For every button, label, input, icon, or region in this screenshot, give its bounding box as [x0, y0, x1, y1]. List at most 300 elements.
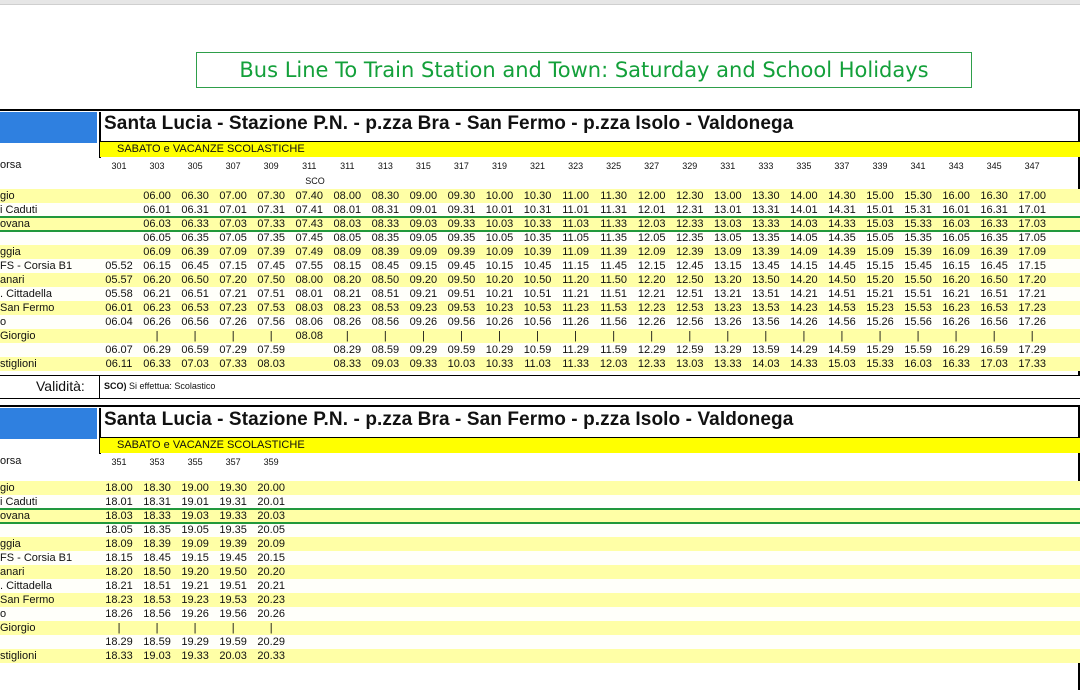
time-cell: 20.03 — [257, 510, 285, 522]
time-cell: 13.39 — [752, 246, 780, 258]
table-row — [0, 203, 1080, 217]
time-cell: | — [155, 622, 159, 634]
time-cell: 09.20 — [409, 274, 438, 286]
time-cell: 15.53 — [904, 302, 932, 314]
time-cell: 11.09 — [562, 246, 589, 258]
time-cell: 12.21 — [637, 288, 666, 300]
service-label: SABATO e VACANZE SCOLASTICHE — [117, 439, 305, 451]
time-cell: 09.33 — [409, 358, 438, 370]
time-cell: 11.59 — [600, 344, 627, 356]
time-cell: 15.01 — [866, 204, 894, 216]
stop-name: anari — [0, 566, 25, 578]
stop-name: gio — [0, 190, 15, 202]
time-cell: 13.59 — [752, 344, 780, 356]
time-cell: 08.33 — [333, 358, 362, 370]
time-cell: 18.30 — [143, 482, 171, 494]
time-cell: 11.30 — [600, 190, 627, 202]
time-cell: 17.15 — [1018, 260, 1046, 272]
time-cell: 07.01 — [219, 204, 247, 216]
time-cell: 18.20 — [105, 566, 133, 578]
time-cell: 19.39 — [219, 538, 247, 550]
time-cell: | — [383, 330, 387, 342]
time-cell: 18.53 — [143, 594, 171, 606]
table-row — [0, 537, 1080, 551]
trip-number: 323 — [568, 161, 584, 171]
time-cell: 08.08 — [295, 330, 324, 342]
time-cell: | — [117, 622, 121, 634]
time-cell: | — [193, 622, 197, 634]
time-cell: 16.59 — [980, 344, 1008, 356]
time-cell: 16.45 — [980, 260, 1008, 272]
time-cell: 07.33 — [219, 358, 247, 370]
time-cell: 16.26 — [942, 316, 970, 328]
time-cell: 06.11 — [105, 358, 133, 370]
time-cell: 12.56 — [675, 316, 704, 328]
time-cell: 10.29 — [485, 344, 514, 356]
time-cell: 20.23 — [257, 594, 285, 606]
stop-name: ggia — [0, 538, 21, 550]
time-cell: 16.23 — [942, 302, 970, 314]
time-cell: 14.39 — [828, 246, 856, 258]
stop-name: anari — [0, 274, 25, 286]
time-cell: 07.29 — [219, 344, 247, 356]
trip-number: 313 — [377, 161, 393, 171]
time-cell: 08.59 — [371, 344, 400, 356]
time-cell: 11.23 — [562, 302, 589, 314]
time-cell: | — [802, 330, 806, 342]
time-cell: 09.03 — [371, 358, 400, 370]
time-cell: 14.09 — [790, 246, 818, 258]
time-cell: 19.09 — [181, 538, 209, 550]
stop-name: Giorgio — [0, 330, 36, 342]
time-cell: 12.59 — [675, 344, 704, 356]
time-cell: | — [536, 330, 539, 342]
trip-number: 343 — [948, 161, 964, 171]
time-cell: 07.09 — [219, 246, 247, 258]
stop-name: Giorgio — [0, 622, 36, 634]
trip-number: 345 — [986, 161, 1002, 171]
time-cell: 16.01 — [942, 204, 970, 216]
time-cell: 10.35 — [523, 232, 552, 244]
time-cell: 14.56 — [828, 316, 856, 328]
trip-number: 311 — [340, 161, 355, 171]
time-cell: 13.33 — [714, 358, 742, 370]
time-cell: 18.26 — [105, 608, 133, 620]
table-row — [0, 343, 1080, 357]
page-title: Bus Line To Train Station and Town: Saturday and School Holidays — [196, 52, 972, 88]
table-row — [0, 301, 1080, 315]
sco-note: SCO — [305, 176, 325, 186]
time-cell: 06.23 — [143, 302, 171, 314]
time-cell: 12.23 — [637, 302, 666, 314]
time-cell: 19.30 — [219, 482, 247, 494]
time-cell: 13.53 — [752, 302, 780, 314]
time-cell: 12.26 — [637, 316, 666, 328]
time-cell: 07.00 — [219, 190, 247, 202]
service-label: SABATO e VACANZE SCOLASTICHE — [117, 143, 305, 155]
stop-name: stiglioni — [0, 358, 37, 370]
time-cell: 15.45 — [904, 260, 932, 272]
time-cell: 14.05 — [790, 232, 818, 244]
time-cell: 12.50 — [675, 274, 704, 286]
time-cell: 15.31 — [904, 204, 932, 216]
time-cell: 07.53 — [257, 302, 285, 314]
time-cell: 09.50 — [447, 274, 476, 286]
time-cell: 18.23 — [105, 594, 133, 606]
time-cell: 11.51 — [600, 288, 627, 300]
line-color-box — [0, 408, 97, 439]
time-cell: 17.33 — [1018, 358, 1046, 370]
trip-number: 303 — [149, 161, 165, 171]
time-cell: 08.06 — [295, 316, 324, 328]
time-cell: 18.09 — [105, 538, 133, 550]
time-cell: 06.30 — [181, 190, 209, 202]
time-cell: 16.03 — [942, 218, 970, 230]
time-cell: 10.00 — [485, 190, 514, 202]
time-cell: 14.50 — [828, 274, 856, 286]
time-cell: 14.53 — [828, 302, 856, 314]
time-cell: 15.00 — [866, 190, 894, 202]
time-cell: 12.20 — [637, 274, 666, 286]
time-cell: 10.51 — [523, 288, 552, 300]
time-cell: 09.33 — [447, 218, 476, 230]
trip-number: 359 — [263, 457, 279, 467]
trip-number: 321 — [530, 161, 546, 171]
stop-name: ovana — [0, 218, 30, 230]
trip-number: 333 — [758, 161, 774, 171]
time-cell: 17.21 — [1018, 288, 1046, 300]
time-cell: 12.33 — [675, 218, 704, 230]
stop-name — [0, 231, 101, 245]
time-cell: 11.39 — [600, 246, 627, 258]
time-cell: 09.21 — [409, 288, 438, 300]
trip-number: 329 — [682, 161, 698, 171]
time-cell: 13.09 — [714, 246, 742, 258]
time-cell: 18.15 — [105, 552, 133, 564]
corsa-label: orsa — [0, 159, 22, 171]
table-row — [0, 523, 1080, 537]
time-cell: 06.29 — [143, 344, 171, 356]
time-cell: 07.31 — [257, 204, 285, 216]
trip-number: 337 — [834, 161, 850, 171]
top-rule — [0, 405, 1080, 407]
stop-name — [0, 523, 101, 537]
time-cell: 20.20 — [257, 566, 285, 578]
time-cell: 05.52 — [105, 260, 133, 272]
time-cell: 17.00 — [1018, 190, 1046, 202]
time-cell: 19.59 — [219, 636, 247, 648]
time-cell: 07.23 — [219, 302, 247, 314]
table-row — [0, 607, 1080, 621]
trip-number: 341 — [910, 161, 926, 171]
trip-number: 305 — [187, 161, 203, 171]
validity-code: SCO) — [104, 381, 127, 391]
time-cell: 08.31 — [371, 204, 400, 216]
time-cell: 09.53 — [447, 302, 476, 314]
time-cell: 17.03 — [1018, 218, 1046, 230]
route-title: Santa Lucia - Stazione P.N. - p.zza Bra - San Fermo - p.zza Isolo - Valdonega — [104, 409, 794, 430]
time-cell: 19.00 — [181, 482, 209, 494]
time-cell: 19.29 — [181, 636, 209, 648]
time-cell: 16.51 — [980, 288, 1008, 300]
time-cell: 07.20 — [219, 274, 247, 286]
time-cell: 17.09 — [1018, 246, 1046, 258]
time-cell: 13.26 — [714, 316, 742, 328]
time-cell: 11.29 — [562, 344, 589, 356]
time-cell: 07.45 — [257, 260, 285, 272]
time-cell: 15.03 — [866, 218, 894, 230]
time-cell: 12.53 — [675, 302, 704, 314]
trip-number: 355 — [187, 457, 203, 467]
stop-name: gio — [0, 482, 15, 494]
time-cell: 12.03 — [599, 358, 628, 370]
time-cell: 19.33 — [181, 650, 209, 662]
time-cell: 18.33 — [105, 650, 133, 662]
time-cell: 06.53 — [181, 302, 209, 314]
time-cell: 14.45 — [828, 260, 856, 272]
time-cell: 19.20 — [181, 566, 209, 578]
time-cell: 14.03 — [790, 218, 818, 230]
time-cell: 13.20 — [714, 274, 742, 286]
table-row — [0, 551, 1080, 565]
time-cell: 15.23 — [866, 302, 894, 314]
time-cell: 10.45 — [523, 260, 552, 272]
table-row — [0, 231, 1080, 245]
time-cell: 13.21 — [714, 288, 742, 300]
time-cell: 11.05 — [562, 232, 589, 244]
time-cell: 11.03 — [524, 358, 551, 370]
time-cell: 12.33 — [637, 358, 666, 370]
time-cell: | — [688, 330, 692, 342]
time-cell: 10.39 — [523, 246, 552, 258]
time-cell: 08.56 — [371, 316, 400, 328]
time-cell: 18.05 — [105, 524, 133, 536]
time-cell: 20.26 — [257, 608, 285, 620]
time-cell: 20.29 — [257, 636, 285, 648]
time-cell: 13.29 — [714, 344, 742, 356]
table-row — [0, 635, 1080, 649]
time-cell: 16.39 — [980, 246, 1008, 258]
time-cell: | — [155, 330, 159, 342]
time-cell: 11.21 — [562, 288, 589, 300]
time-cell: 17.29 — [1018, 344, 1046, 356]
time-cell: 15.56 — [904, 316, 932, 328]
time-cell: 15.05 — [866, 232, 894, 244]
trip-number: 353 — [149, 457, 165, 467]
time-cell: 11.45 — [600, 260, 627, 272]
time-cell: | — [193, 330, 197, 342]
time-cell: 07.41 — [295, 204, 324, 216]
time-cell: 16.29 — [942, 344, 970, 356]
time-cell: 14.29 — [790, 344, 818, 356]
time-cell: 10.50 — [523, 274, 552, 286]
time-cell: 06.03 — [143, 218, 171, 230]
time-cell: 10.09 — [485, 246, 514, 258]
trip-number: 327 — [644, 161, 660, 171]
time-cell: 16.30 — [980, 190, 1008, 202]
time-cell: 19.03 — [143, 650, 171, 662]
time-cell: 13.50 — [752, 274, 780, 286]
time-cell: 14.01 — [790, 204, 818, 216]
time-cell: 08.15 — [333, 260, 362, 272]
time-cell: 13.01 — [714, 204, 742, 216]
time-cell: 16.50 — [980, 274, 1008, 286]
time-cell: 07.56 — [257, 316, 285, 328]
time-cell: 16.35 — [980, 232, 1008, 244]
time-cell: 11.33 — [562, 358, 589, 370]
time-cell: 06.07 — [105, 344, 133, 356]
time-cell: 08.33 — [371, 218, 400, 230]
time-cell: 10.56 — [523, 316, 552, 328]
time-cell: 07.15 — [219, 260, 247, 272]
timetable-block-1 — [0, 109, 1080, 402]
time-cell: 11.03 — [562, 218, 589, 230]
time-cell: 06.00 — [143, 190, 171, 202]
stop-name — [0, 343, 101, 357]
time-cell: 10.30 — [523, 190, 552, 202]
time-cell: 14.35 — [828, 232, 856, 244]
time-cell: 08.30 — [371, 190, 400, 202]
time-cell: 08.00 — [295, 274, 324, 286]
validity-note — [104, 381, 215, 391]
time-cell: 06.09 — [143, 246, 171, 258]
time-cell: 14.59 — [828, 344, 856, 356]
time-cell: 07.05 — [219, 232, 247, 244]
time-cell: | — [231, 330, 235, 342]
time-cell: 14.00 — [790, 190, 818, 202]
time-cell: 14.21 — [790, 288, 818, 300]
time-cell: 08.53 — [371, 302, 400, 314]
time-cell: 19.23 — [181, 594, 209, 606]
time-cell: 10.33 — [523, 218, 552, 230]
time-cell: 10.01 — [485, 204, 514, 216]
time-cell: 19.05 — [181, 524, 209, 536]
trip-number: 301 — [111, 161, 127, 171]
time-cell: 16.05 — [942, 232, 970, 244]
time-cell: 18.51 — [143, 580, 171, 592]
time-cell: 08.35 — [371, 232, 400, 244]
time-cell: 07.49 — [295, 246, 324, 258]
time-cell: | — [269, 330, 273, 342]
time-cell: 15.20 — [866, 274, 894, 286]
time-cell: 15.15 — [866, 260, 894, 272]
trip-number: 335 — [796, 161, 812, 171]
validity-row — [0, 375, 1080, 399]
time-cell: 09.03 — [409, 218, 438, 230]
time-cell: 19.15 — [181, 552, 209, 564]
time-cell: | — [726, 330, 730, 342]
time-cell: 18.50 — [143, 566, 171, 578]
time-cell: | — [992, 330, 996, 342]
time-cell: 12.01 — [637, 204, 666, 216]
stop-name: o — [0, 316, 7, 328]
time-cell: 09.35 — [447, 232, 476, 244]
time-cell: 10.26 — [485, 316, 514, 328]
time-cell: 13.51 — [752, 288, 780, 300]
time-cell: 20.09 — [257, 538, 285, 550]
table-row — [0, 593, 1080, 607]
time-cell: 13.15 — [714, 260, 742, 272]
time-cell: | — [421, 330, 425, 342]
time-cell: 16.15 — [942, 260, 970, 272]
time-cell: 19.31 — [219, 496, 247, 508]
stop-name: . Cittadella — [0, 580, 52, 592]
time-cell: 07.33 — [257, 218, 285, 230]
time-cell: 07.59 — [257, 344, 285, 356]
time-cell: 11.50 — [600, 274, 627, 286]
time-cell: 19.33 — [219, 510, 247, 522]
stop-name: i Caduti — [0, 204, 38, 216]
time-cell: 15.51 — [904, 288, 932, 300]
time-cell: 07.55 — [295, 260, 324, 272]
time-cell: 09.00 — [409, 190, 438, 202]
time-cell: 06.31 — [181, 204, 209, 216]
time-cell: 14.31 — [828, 204, 856, 216]
time-cell: 18.59 — [143, 636, 171, 648]
time-cell: 08.00 — [333, 190, 362, 202]
time-cell: 14.03 — [752, 358, 780, 370]
time-cell: 10.03 — [485, 218, 514, 230]
trip-number: 357 — [225, 457, 241, 467]
time-cell: 18.39 — [143, 538, 171, 550]
stop-name: i Caduti — [0, 496, 38, 508]
time-cell: 06.05 — [143, 232, 171, 244]
stop-name: ovana — [0, 510, 30, 522]
time-cell: | — [460, 330, 463, 342]
time-cell: 16.56 — [980, 316, 1008, 328]
time-cell: 11.53 — [600, 302, 627, 314]
validity-label: Validità: — [36, 378, 85, 394]
stop-name — [0, 635, 101, 649]
time-cell: 10.53 — [523, 302, 552, 314]
time-cell: 08.03 — [257, 358, 285, 370]
stop-name: o — [0, 608, 7, 620]
time-cell: 15.03 — [828, 358, 856, 370]
time-cell: 18.00 — [105, 482, 133, 494]
service-band — [100, 142, 1080, 157]
time-cell: 09.09 — [409, 246, 438, 258]
time-cell: 09.26 — [409, 316, 438, 328]
time-cell: 07.43 — [295, 218, 324, 230]
time-cell: 07.35 — [257, 232, 285, 244]
time-cell: | — [1030, 330, 1034, 342]
table-row — [0, 579, 1080, 593]
trip-number: 307 — [225, 161, 241, 171]
time-cell: 11.33 — [600, 218, 627, 230]
table-row — [0, 287, 1080, 301]
time-cell: 19.01 — [181, 496, 209, 508]
time-cell: 08.05 — [333, 232, 362, 244]
time-cell: 08.03 — [295, 302, 324, 314]
time-cell: 12.30 — [675, 190, 704, 202]
time-cell: 15.21 — [866, 288, 894, 300]
table-row — [0, 481, 1080, 495]
time-cell: 09.59 — [447, 344, 476, 356]
time-cell: 06.01 — [105, 302, 133, 314]
time-cell: 13.05 — [714, 232, 742, 244]
time-cell: 14.33 — [828, 218, 856, 230]
time-cell: 19.26 — [181, 608, 209, 620]
time-cell: 11.31 — [600, 204, 627, 216]
time-cell: | — [269, 622, 273, 634]
time-cell: 15.59 — [904, 344, 932, 356]
time-cell: 07.45 — [295, 232, 324, 244]
time-cell: 13.56 — [752, 316, 780, 328]
time-cell: 15.35 — [904, 232, 932, 244]
time-cell: 07.50 — [257, 274, 285, 286]
time-cell: 11.26 — [562, 316, 589, 328]
table-row — [0, 649, 1080, 663]
